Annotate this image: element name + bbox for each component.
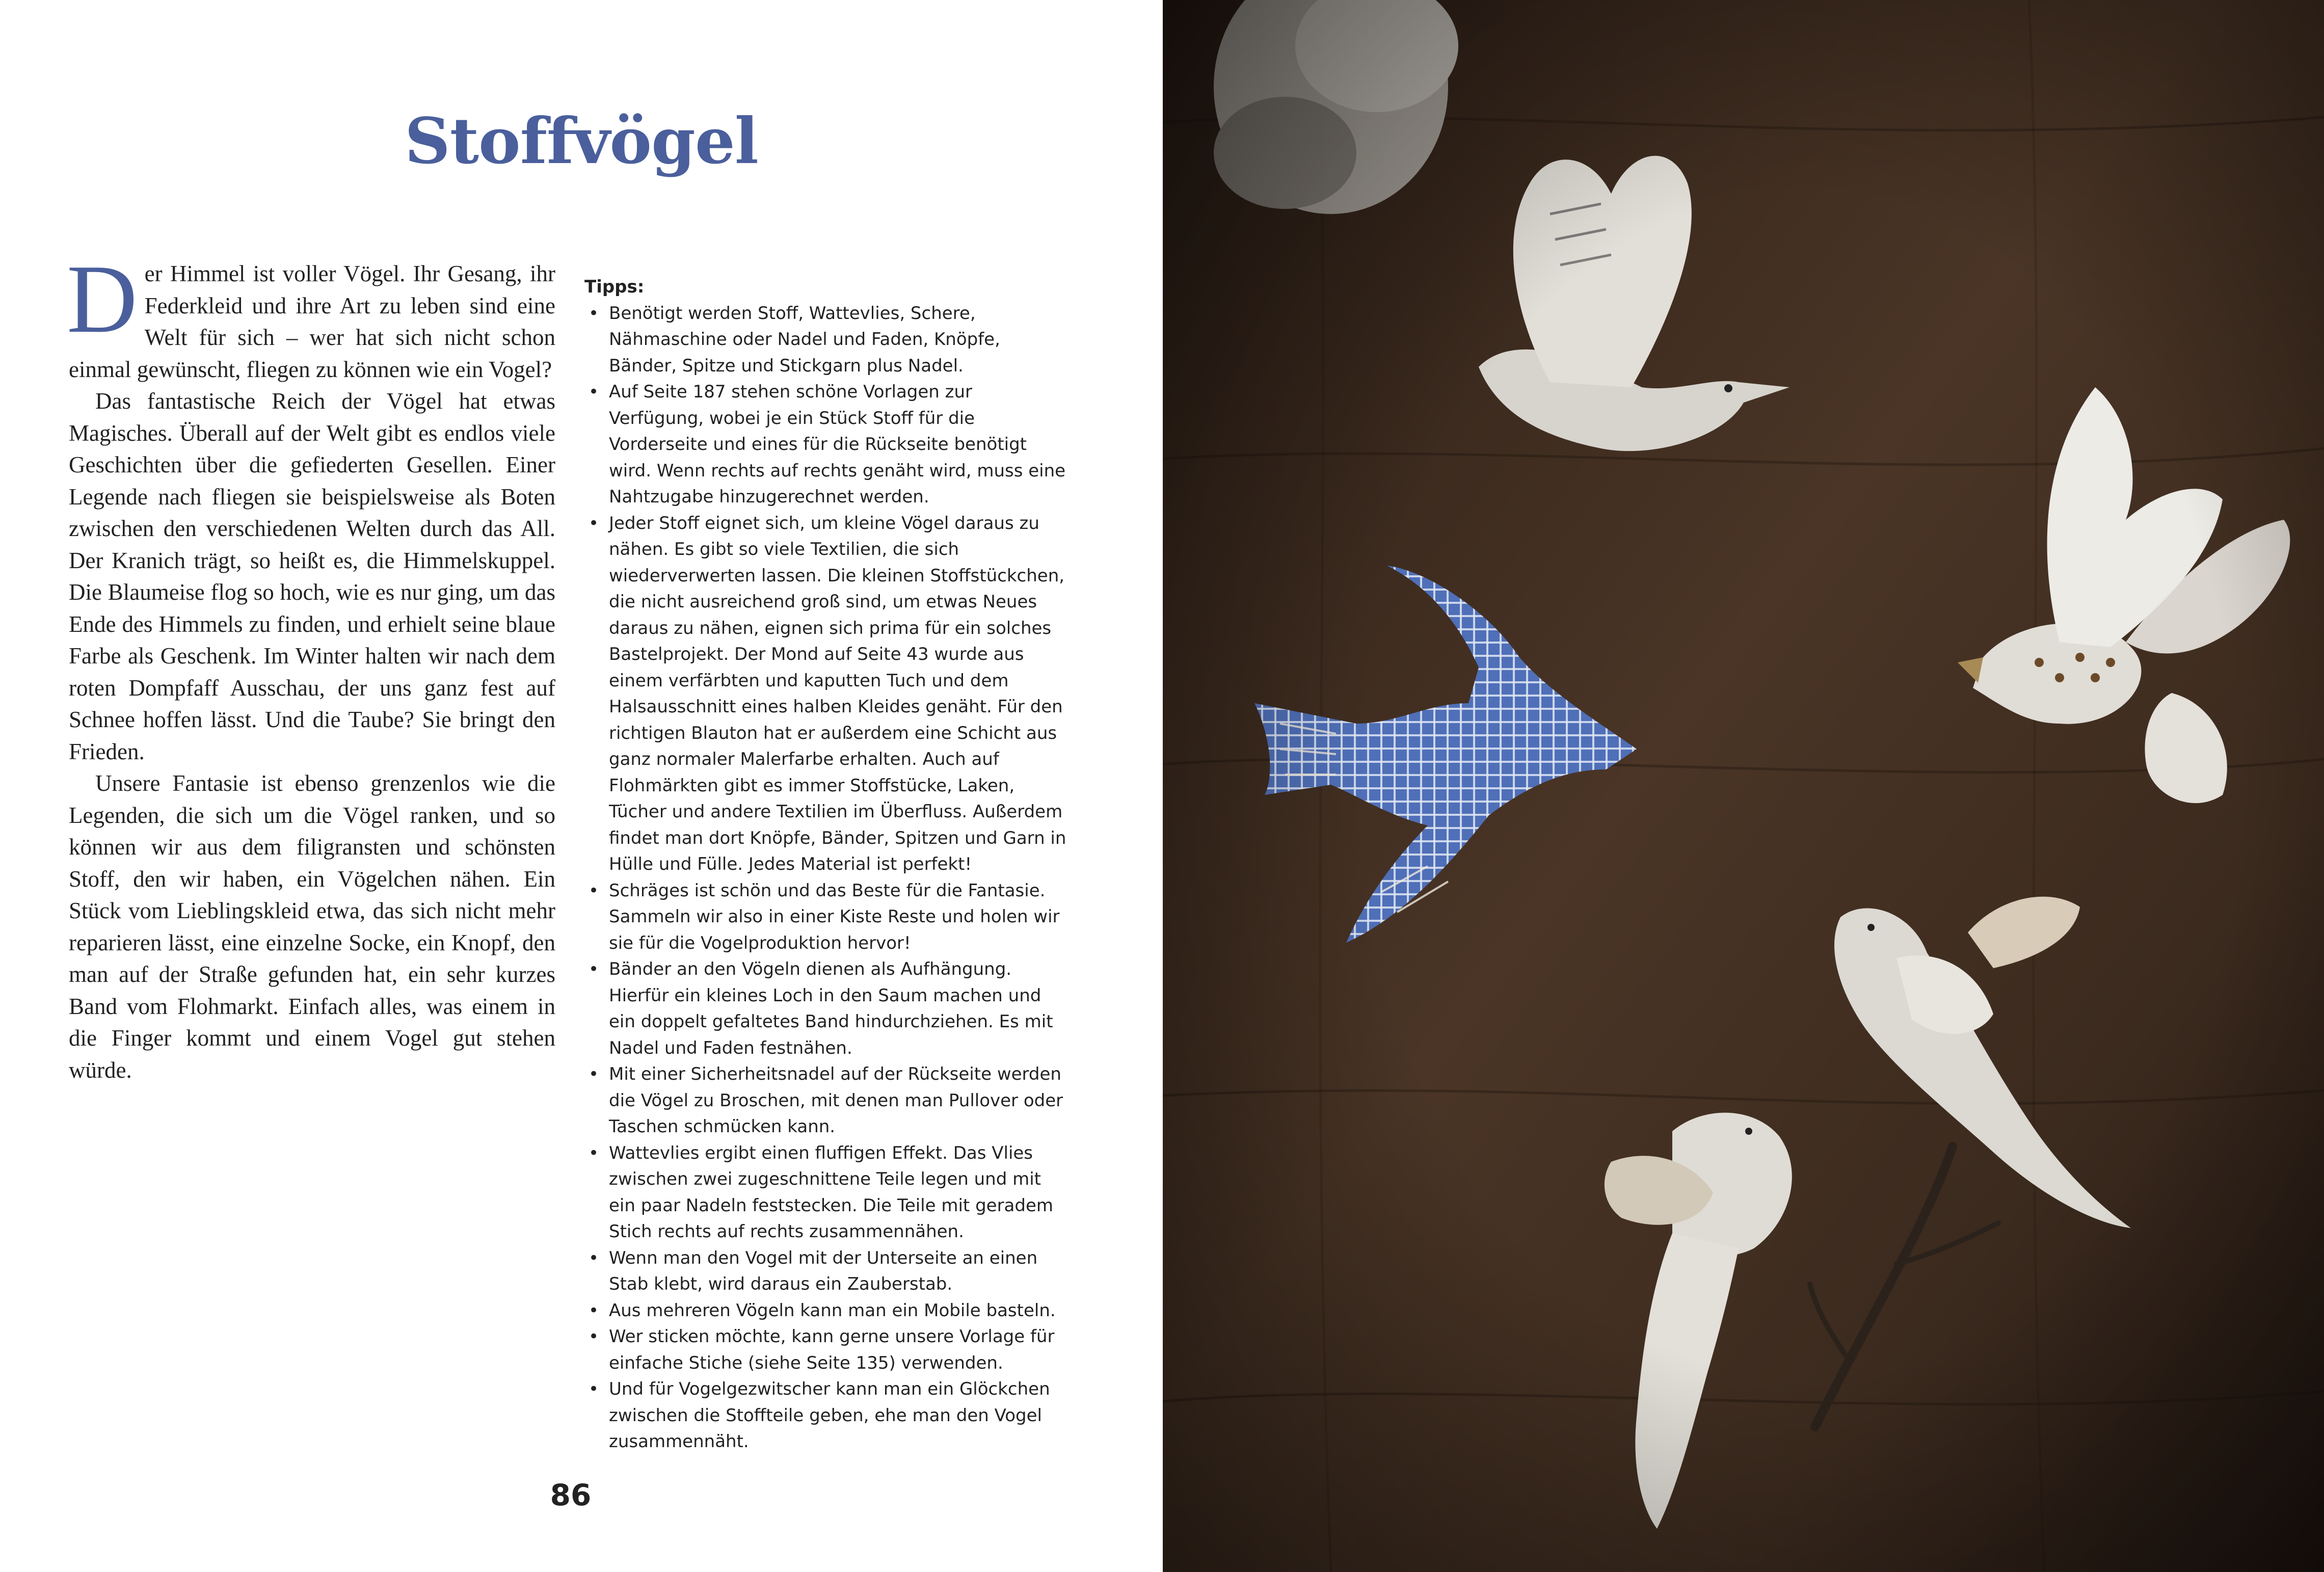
tip-item: • Schräges ist schön und das Beste für die Fantasie. Sammeln wir also in einer Kiste Reste und holen wir sie für die Vogelproduktion hervor! (584, 878, 1071, 957)
tip-item: • Wattevlies ergibt einen fluffigen Effekt. Das Vlies zwischen zwei zugeschnittene Teile legen und mit ein paar Nadeln feststecken. Die Teile mit geradem Stich rechts auf rechts zusammennähen. (584, 1140, 1071, 1245)
fabric-birds-photo (1163, 0, 2324, 1572)
paragraph-3: Unsere Fantasie ist ebenso grenzenlos wie die Legenden, die sich um die Vögel ranken, und so können wir aus dem filigransten und schönsten Stoff, den wir haben, ein Vögelchen nähen. Ein Stück vom Lieblingskleid etwa, das sich nicht mehr reparieren lässt, eine einzelne Socke, ein Knopf, den man auf der Straße gefunden hat, ein sehr kurzes Band vom Flohmarkt. Einfach alles, was einem in die Finger kommt und einem Vogel gut stehen würde. (69, 770, 555, 1083)
paragraph-1 (67, 245, 555, 385)
drop-cap: D (67, 245, 138, 353)
tips-heading: Tipps: (584, 277, 645, 297)
tip-item: • Benötigt werden Stoff, Wattevlies, Schere, Nähmaschine oder Nadel und Faden, Knöpfe, Bänder, Spitze und Stickgarn plus Nadel. (584, 301, 1071, 380)
tip-item: • Wer sticken möchte, kann gerne unsere Vorlage für einfache Stiche (siehe Seite 135) verwenden. (584, 1324, 1071, 1376)
paragraph-2: Das fantastische Reich der Vögel hat etwas Magisches. Überall auf der Welt gibt es endlos viele Geschichten über die gefiederten Gesellen. Einer Legende nach fliegen sie beispielsweise als Boten zwischen den verschiedenen Welten durch das All. Der Kranich trägt, so heißt es, die Himmelskuppel. Die Blaumeise flog so hoch, wie es nur ging, um das Ende des Himmels zu finden, und erhielt seine blaue Farbe als Geschenk. Im Winter halten wir nach dem roten Dompfaff Ausschau, der uns ganz fest auf Schnee hoffen lässt. Und die Taube? Sie bringt den Frieden. (69, 388, 555, 764)
tips-box (584, 274, 1071, 1455)
main-text (67, 245, 555, 1086)
tip-item: • Auf Seite 187 stehen schöne Vorlagen zur Verfügung, wobei je ein Stück Stoff für die Vorderseite und eines für die Rückseite benötigt wird. Wenn rechts auf rechts genäht wird, muss eine Nahtzugabe hinzugerechnet werden. (584, 379, 1071, 511)
tip-item: • Jeder Stoff eignet sich, um kleine Vögel daraus zu nähen. Es gibt so viele Textilien, die sich wiederverwerten lassen. Die kleinen Stoffstückchen, die nicht ausreichend groß sind, um etwas Neues daraus zu nähen, eignen sich prima für ein solches Bastelprojekt. Der Mond auf Seite 43 wurde aus einem verfärbten und kaputten Tuch und dem Halsausschnitt eines halben Kleides genäht. Für den richtigen Blauton hat er außerdem eine Schicht aus ganz normaler Malerfarbe erhalten. Auch auf Flohmärkten gibt es immer Stoffstücke, Laken, Tücher und andere Textilien im Überfluss. Außerdem findet man dort Knöpfe, Bänder, Spitzen und Garn in Hülle und Fülle. Jedes Material ist perfekt! (584, 511, 1071, 878)
page-number: 86 (550, 1478, 592, 1512)
tip-item: • Aus mehreren Vögeln kann man ein Mobile basteln. (584, 1298, 1071, 1324)
tip-item: • Wenn man den Vogel mit der Unterseite an einen Stab klebt, wird daraus ein Zauberstab. (584, 1245, 1071, 1298)
tip-item: • Mit einer Sicherheitsnadel auf der Rückseite werden die Vögel zu Broschen, mit denen man Pullover oder Taschen schmücken kann. (584, 1061, 1071, 1140)
page-title: Stoffvögel (405, 104, 758, 178)
paragraph-1-text: er Himmel ist voller Vögel. Ihr Gesang, ihr Federkleid und ihre Art zu leben sind eine Welt für sich – wer hat sich nicht schon einmal gewünscht, fliegen zu können wie ein Vogel? (69, 261, 555, 382)
tip-item: • Bänder an den Vögeln dienen als Aufhängung. Hierfür ein kleines Loch in den Saum machen und ein doppelt gefaltetes Band hindurchziehen. Es mit Nadel und Faden festnähen. (584, 956, 1071, 1061)
tips-list (584, 301, 1071, 1455)
tip-item: • Und für Vogelgezwitscher kann man ein Glöckchen zwischen die Stoffteile geben, ehe man den Vogel zusammennäht. (584, 1376, 1071, 1455)
